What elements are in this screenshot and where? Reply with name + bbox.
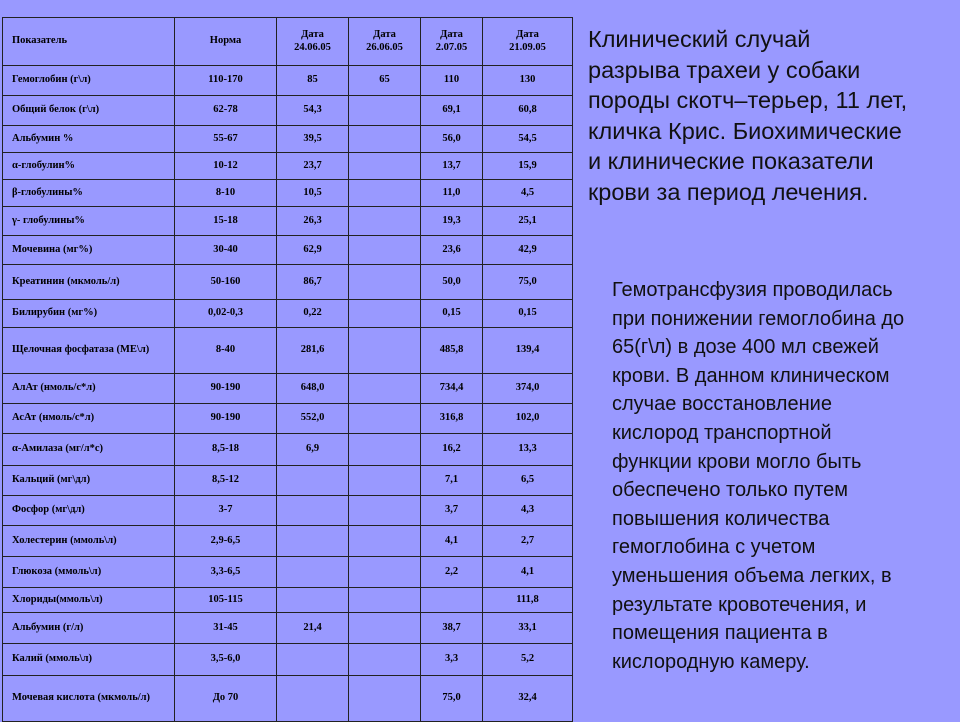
value-cell — [349, 526, 421, 557]
indicator-cell: Кальций (мг\дл) — [3, 466, 175, 496]
lab-results-table — [2, 17, 573, 722]
value-cell: 10,5 — [277, 180, 349, 207]
value-cell: 39,5 — [277, 126, 349, 153]
title-line: породы скотч–терьер, 11 лет, — [588, 87, 908, 113]
indicator-cell: Хлориды(ммоль\л) — [3, 588, 175, 613]
norm-cell: 8-10 — [175, 180, 277, 207]
value-cell: 0,15 — [421, 300, 483, 328]
note-line: Гемотрансфузия проводилась — [612, 279, 893, 301]
value-cell: 281,6 — [277, 328, 349, 374]
note-line: результате кровотечения, и — [612, 593, 867, 616]
value-cell: 110 — [421, 66, 483, 96]
indicator-cell: β-глобулины% — [3, 180, 175, 207]
value-cell — [349, 265, 421, 300]
table-row — [3, 265, 573, 300]
value-cell: 2,7 — [483, 526, 573, 557]
note-line: случае восстановление — [612, 393, 832, 416]
value-cell — [349, 153, 421, 180]
norm-cell: До 70 — [175, 676, 277, 722]
value-cell — [349, 328, 421, 374]
norm-cell: 110-170 — [175, 66, 277, 96]
value-cell: 33,1 — [483, 613, 573, 644]
note-line: гемоглобина с учетом — [612, 536, 816, 559]
note-line: уменьшения объема легких, в — [612, 564, 892, 587]
indicator-cell: Холестерин (ммоль\л) — [3, 526, 175, 557]
table-row — [3, 557, 573, 588]
table-row — [3, 613, 573, 644]
table-row — [3, 404, 573, 434]
value-cell: 21,4 — [277, 613, 349, 644]
value-cell: 75,0 — [483, 265, 573, 300]
value-cell — [277, 588, 349, 613]
value-cell: 139,4 — [483, 328, 573, 374]
value-cell — [349, 496, 421, 526]
value-cell — [277, 466, 349, 496]
table-row — [3, 126, 573, 153]
value-cell: 16,2 — [421, 434, 483, 466]
norm-cell: 0,02-0,3 — [175, 300, 277, 328]
table-row — [3, 496, 573, 526]
header-date-3: Дата 2.07.05 — [421, 18, 483, 66]
norm-cell: 90-190 — [175, 374, 277, 404]
header-date-1: Дата 24.06.05 — [277, 18, 349, 66]
value-cell: 2,2 — [421, 557, 483, 588]
value-cell: 62,9 — [277, 236, 349, 265]
value-cell: 4,1 — [483, 557, 573, 588]
value-cell: 485,8 — [421, 328, 483, 374]
clinical-note — [612, 276, 960, 676]
value-cell — [421, 588, 483, 613]
note-line: 65(г\л) в дозе 400 мл свежей — [612, 336, 879, 359]
value-cell: 552,0 — [277, 404, 349, 434]
value-cell — [349, 300, 421, 328]
table-row — [3, 676, 573, 722]
indicator-cell: Мочевина (мг%) — [3, 236, 175, 265]
table-row — [3, 236, 573, 265]
value-cell: 111,8 — [483, 588, 573, 613]
norm-cell: 8,5-18 — [175, 434, 277, 466]
norm-cell: 30-40 — [175, 236, 277, 265]
value-cell: 13,3 — [483, 434, 573, 466]
table-row — [3, 526, 573, 557]
value-cell — [277, 526, 349, 557]
table-row — [3, 328, 573, 374]
value-cell: 54,5 — [483, 126, 573, 153]
value-cell: 13,7 — [421, 153, 483, 180]
value-cell: 3,3 — [421, 644, 483, 676]
indicator-cell: Фосфор (мг\дл) — [3, 496, 175, 526]
value-cell: 54,3 — [277, 96, 349, 126]
value-cell: 75,0 — [421, 676, 483, 722]
title-line: Клинический случай — [588, 26, 811, 52]
value-cell: 316,8 — [421, 404, 483, 434]
value-cell: 56,0 — [421, 126, 483, 153]
indicator-cell: Билирубин (мг%) — [3, 300, 175, 328]
norm-cell: 10-12 — [175, 153, 277, 180]
norm-cell: 8-40 — [175, 328, 277, 374]
table-row — [3, 644, 573, 676]
note-line: повышения количества — [612, 507, 830, 530]
table-row — [3, 466, 573, 496]
norm-cell: 8,5-12 — [175, 466, 277, 496]
table-header-row — [3, 18, 573, 66]
value-cell: 60,8 — [483, 96, 573, 126]
value-cell: 19,3 — [421, 207, 483, 236]
value-cell: 15,9 — [483, 153, 573, 180]
header-date-4: Дата 21.09.05 — [483, 18, 573, 66]
note-line: при понижении гемоглобина до — [612, 307, 905, 330]
title-line: и клинические показатели — [588, 148, 874, 174]
value-cell — [349, 466, 421, 496]
value-cell — [277, 644, 349, 676]
value-cell — [349, 557, 421, 588]
value-cell: 26,3 — [277, 207, 349, 236]
note-line: функции крови могло быть — [612, 450, 862, 473]
slide-title — [588, 24, 958, 207]
value-cell — [349, 126, 421, 153]
value-cell: 69,1 — [421, 96, 483, 126]
value-cell — [349, 96, 421, 126]
value-cell: 648,0 — [277, 374, 349, 404]
value-cell — [349, 613, 421, 644]
norm-cell: 3,3-6,5 — [175, 557, 277, 588]
table-row — [3, 66, 573, 96]
value-cell: 50,0 — [421, 265, 483, 300]
value-cell — [349, 374, 421, 404]
indicator-cell: АлАт (нмоль/с*л) — [3, 374, 175, 404]
indicator-cell: Гемоглобин (г\л) — [3, 66, 175, 96]
note-line: обеспечено только путем — [612, 479, 849, 502]
norm-cell: 2,9-6,5 — [175, 526, 277, 557]
value-cell — [349, 404, 421, 434]
norm-cell: 62-78 — [175, 96, 277, 126]
value-cell — [349, 207, 421, 236]
norm-cell: 3,5-6,0 — [175, 644, 277, 676]
table-row — [3, 153, 573, 180]
header-indicator: Показатель — [3, 18, 175, 66]
value-cell: 102,0 — [483, 404, 573, 434]
note-line: помещения пациента в — [612, 622, 828, 645]
value-cell — [349, 588, 421, 613]
value-cell — [349, 676, 421, 722]
value-cell: 23,6 — [421, 236, 483, 265]
value-cell: 85 — [277, 66, 349, 96]
norm-cell: 50-160 — [175, 265, 277, 300]
header-date-2: Дата 26.06.05 — [349, 18, 421, 66]
value-cell: 5,2 — [483, 644, 573, 676]
indicator-cell: Глюкоза (ммоль\л) — [3, 557, 175, 588]
note-line: кислород транспортной — [612, 421, 832, 444]
value-cell: 130 — [483, 66, 573, 96]
value-cell: 86,7 — [277, 265, 349, 300]
indicator-cell: Мочевая кислота (мкмоль/л) — [3, 676, 175, 722]
norm-cell: 31-45 — [175, 613, 277, 644]
value-cell: 4,1 — [421, 526, 483, 557]
table-row — [3, 207, 573, 236]
indicator-cell: α-глобулин% — [3, 153, 175, 180]
value-cell: 374,0 — [483, 374, 573, 404]
value-cell: 23,7 — [277, 153, 349, 180]
value-cell: 6,5 — [483, 466, 573, 496]
table-row — [3, 434, 573, 466]
value-cell: 0,22 — [277, 300, 349, 328]
value-cell — [349, 180, 421, 207]
table-row — [3, 180, 573, 207]
value-cell — [277, 557, 349, 588]
note-line: кислородную камеру. — [612, 650, 810, 673]
indicator-cell: Альбумин % — [3, 126, 175, 153]
value-cell: 25,1 — [483, 207, 573, 236]
norm-cell: 90-190 — [175, 404, 277, 434]
title-line: крови за период лечения. — [588, 178, 869, 205]
indicator-cell: АсАт (нмоль/с*л) — [3, 404, 175, 434]
value-cell: 42,9 — [483, 236, 573, 265]
table-row — [3, 300, 573, 328]
indicator-cell: Калий (ммоль\л) — [3, 644, 175, 676]
table-row — [3, 588, 573, 613]
title-line: кличка Крис. Биохимические — [588, 117, 902, 144]
norm-cell: 3-7 — [175, 496, 277, 526]
norm-cell: 15-18 — [175, 207, 277, 236]
indicator-cell: Щелочная фосфатаза (МЕ\л) — [3, 328, 175, 374]
table-row — [3, 96, 573, 126]
indicator-cell: Альбумин (г/л) — [3, 613, 175, 644]
value-cell — [349, 644, 421, 676]
value-cell: 6,9 — [277, 434, 349, 466]
value-cell — [277, 496, 349, 526]
value-cell — [349, 236, 421, 265]
indicator-cell: Общий белок (г\л) — [3, 96, 175, 126]
value-cell — [277, 676, 349, 722]
note-line: крови. В данном клиническом — [612, 364, 890, 387]
value-cell: 11,0 — [421, 180, 483, 207]
indicator-cell: α-Амилаза (мг/л*с) — [3, 434, 175, 466]
norm-cell: 105-115 — [175, 588, 277, 613]
value-cell — [349, 434, 421, 466]
value-cell: 38,7 — [421, 613, 483, 644]
value-cell: 4,3 — [483, 496, 573, 526]
value-cell: 734,4 — [421, 374, 483, 404]
value-cell: 32,4 — [483, 676, 573, 722]
indicator-cell: γ- глобулины% — [3, 207, 175, 236]
value-cell: 4,5 — [483, 180, 573, 207]
title-line: разрыва трахеи у собаки — [588, 56, 861, 83]
table-row — [3, 374, 573, 404]
indicator-cell: Креатинин (мкмоль/л) — [3, 265, 175, 300]
value-cell: 0,15 — [483, 300, 573, 328]
value-cell: 65 — [349, 66, 421, 96]
header-norm: Норма — [175, 18, 277, 66]
value-cell: 7,1 — [421, 466, 483, 496]
norm-cell: 55-67 — [175, 126, 277, 153]
value-cell: 3,7 — [421, 496, 483, 526]
